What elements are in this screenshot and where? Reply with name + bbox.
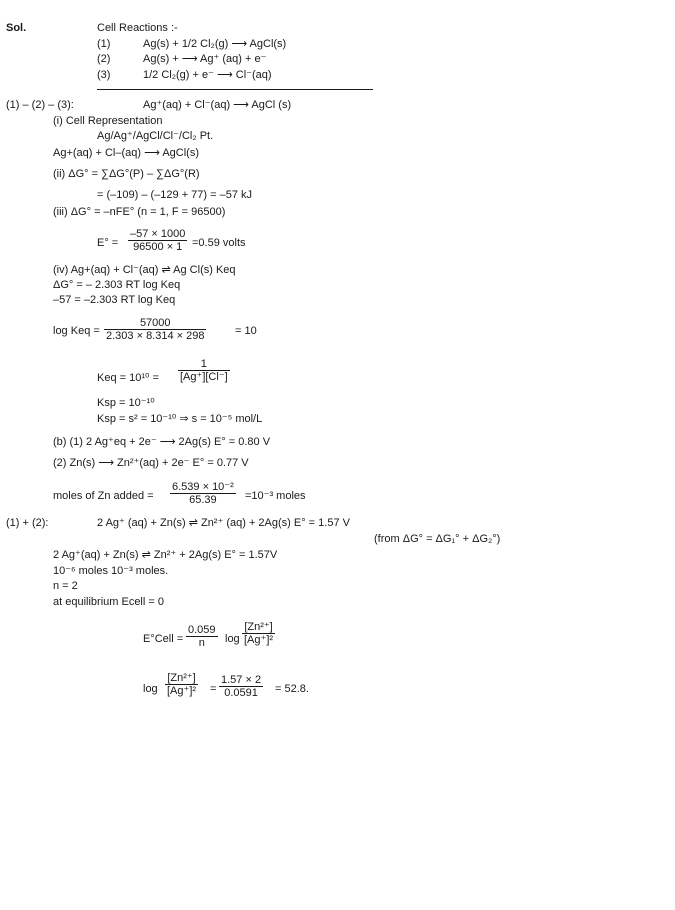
e-denominator: 96500 × 1 [133,241,183,253]
final-frac1-denominator: [Ag⁺]² [167,685,197,697]
part-b-line2: (2) Zn(s) ⟶ Zn²⁺(aq) + 2e⁻ E° = 0.77 V [53,457,249,469]
part-ii-line1: (ii) ΔG° = ∑ΔG°(P) – ∑ΔG°(R) [53,168,200,180]
moles-label: moles of Zn added = [53,490,154,502]
from-note: (from ΔG° = ΔG₁° + ΔG₂°) [374,533,501,545]
final-result: = 52.8. [275,683,309,695]
logk-fraction [104,317,206,342]
net-equation: 2 Ag⁺(aq) + Zn(s) ⇌ Zn²⁺ + 2Ag(s) E° = 1.57V [53,549,278,561]
moles-fraction [170,481,236,506]
sol-label: Sol. [6,22,27,34]
keq-numerator: 1 [178,358,230,371]
ecell-fraction-2 [242,621,275,646]
final-log: log [143,683,158,695]
part-b-line1: (b) (1) 2 Ag⁺eq + 2e⁻ ⟶ 2Ag(s) E° = 0.80 V [53,436,271,448]
ecell-frac2-denominator: [Ag⁺]² [244,634,274,646]
e-fraction [128,228,187,253]
e-label: E° = [97,237,119,249]
moles-result: =10⁻³ moles [245,490,306,502]
reaction-3-num: (3) [97,69,111,81]
reaction-1-num: (1) [97,38,111,50]
moles-denominator: 65.39 [189,494,217,506]
final-equals: = [210,683,217,695]
final-fraction-2 [219,674,263,699]
ecell-frac1-numerator: 0.059 [188,624,216,636]
keq-label: Keq = 10¹⁰ = [97,372,159,384]
e-numerator: –57 × 1000 [130,228,186,240]
logk-result: = 10 [235,325,257,337]
ksp-line1: Ksp = 10⁻¹⁰ [97,397,155,409]
cell-representation: Ag/Ag⁺/AgCl/Cl⁻/Cl₂ Pt. [97,130,214,142]
moles-line: 10⁻⁶ moles 10⁻³ moles. [53,565,169,577]
reaction-2-num: (2) [97,53,111,65]
sum-equation: 2 Ag⁺ (aq) + Zn(s) ⇌ Zn²⁺ (aq) + 2Ag(s) E° = 1.57 V [97,517,350,529]
logk-label: log Keq = [53,325,100,337]
part-i-title: (i) Cell Representation [53,115,163,127]
part-iv-line2: ΔG° = – 2.303 RT log Keq [53,279,181,291]
logk-denominator: 2.303 × 8.314 × 298 [106,330,205,342]
combined-label: (1) – (2) – (3): [6,99,74,111]
ecell-log: log [225,633,240,645]
sum-label: (1) + (2): [6,517,49,529]
part-iii-line1: (iii) ΔG° = –nFE° (n = 1, F = 96500) [53,206,226,218]
part-iv-line3: –57 = –2.303 RT log Keq [53,294,176,306]
final-fraction-1 [165,672,198,697]
cell-reactions-title: Cell Reactions :- [97,22,178,34]
moles-numerator: 6.539 × 10⁻² [172,481,234,493]
keq-fraction [178,358,230,383]
sum-rule [97,89,373,90]
ecell-label: E°Cell = [143,633,184,645]
part-iv-line1: (iv) Ag+(aq) + Cl⁻(aq) ⇌ Ag Cl(s) Keq [53,264,236,276]
part-i-equation: Ag+(aq) + Cl–(aq) ⟶ AgCl(s) [53,147,199,159]
ecell-frac2-numerator: [Zn²⁺] [242,621,275,634]
n-line: n = 2 [53,580,78,592]
final-frac2-denominator: 0.0591 [224,687,258,699]
final-frac1-numerator: [Zn²⁺] [165,672,198,685]
reaction-3-eq: 1/2 Cl₂(g) + e⁻ ⟶ Cl⁻(aq) [143,69,272,81]
combined-equation: Ag⁺(aq) + Cl⁻(aq) ⟶ AgCl (s) [143,99,292,111]
part-ii-line2: = (–109) – (–129 + 77) = –57 kJ [97,189,253,201]
ecell-fraction-1 [186,624,218,649]
logk-numerator: 57000 [104,317,206,330]
ecell-frac1-denominator: n [198,637,205,649]
final-frac2-numerator: 1.57 × 2 [221,674,262,686]
keq-denominator: [Ag⁺][Cl⁻] [180,371,228,383]
e-result: =0.59 volts [192,237,246,249]
equilibrium-line: at equilibrium Ecell = 0 [53,596,164,608]
reaction-1-eq: Ag(s) + 1/2 Cl₂(g) ⟶ AgCl(s) [143,38,287,50]
ksp-line2: Ksp = s² = 10⁻¹⁰ ⇒ s = 10⁻⁵ mol/L [97,413,263,425]
reaction-2-eq: Ag(s) + ⟶ Ag⁺ (aq) + e⁻ [143,53,267,65]
